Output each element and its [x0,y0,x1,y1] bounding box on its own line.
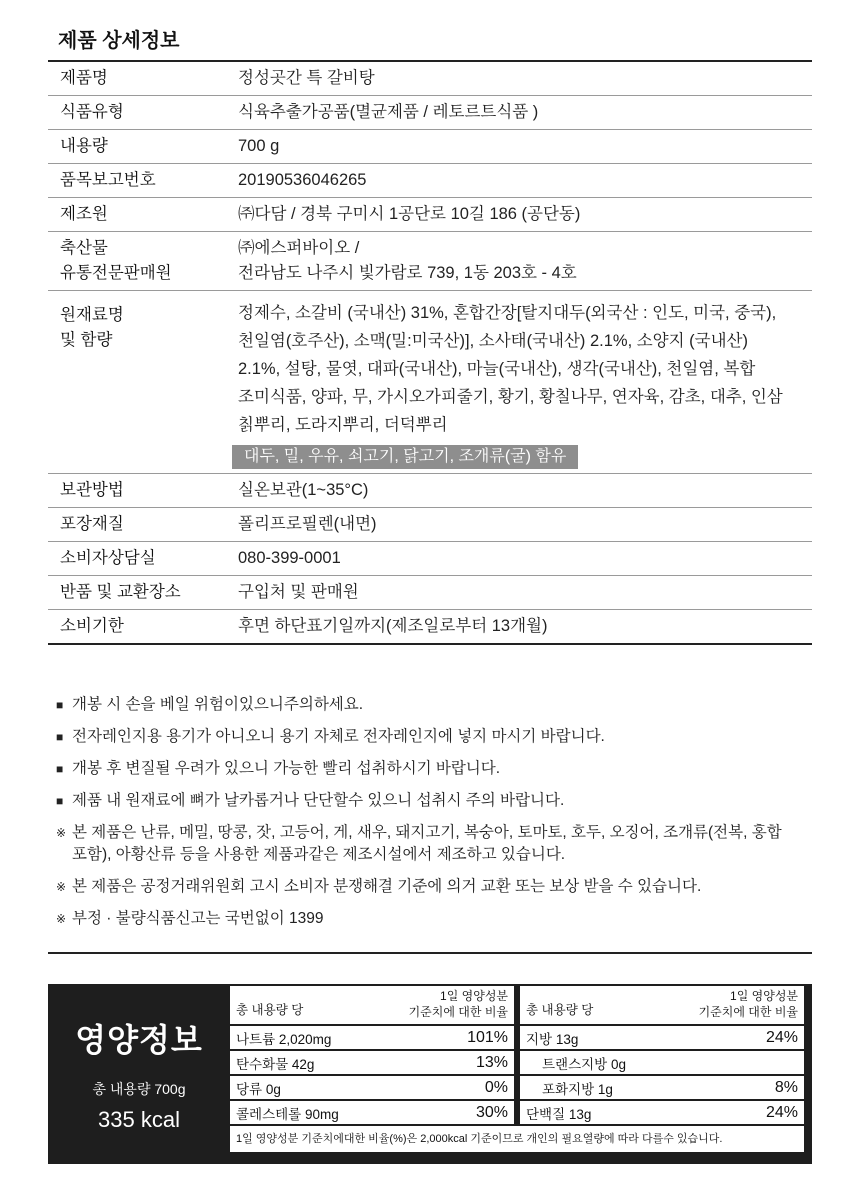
nutrient-row [230,1076,514,1099]
nutrient-row [230,1026,514,1049]
allergen-badge: 대두, 밀, 우유, 쇠고기, 닭고기, 조개류(굴) 함유 [232,445,578,469]
list-item [56,758,816,780]
nutrient-percent: 8% [774,1078,798,1096]
table-row-net-weight [48,130,812,164]
table-row-storage [48,474,812,508]
row-value: 식육추출가공품(멸균제품 / 레토르트식품 ) [238,103,539,121]
divider [48,952,812,954]
row-value: 실온보관(1~35°C) [238,481,369,499]
list-item [56,908,816,930]
ingredient-line: 2.1%, 설탕, 물엿, 대파(국내산), 마늘(국내산), 생각(국내산), 천일염, 복합 [238,360,756,378]
nutrition-summary [48,984,230,1164]
nutrient-name: 포화지방 1g [542,1081,613,1097]
row-value: 구입처 및 판매원 [238,583,359,601]
table-row-distributor [48,232,812,291]
note-text: 제품 내 원재료에 뼈가 날카롭거나 단단할수 있으니 섭취시 주의 바랍니다. [72,792,565,809]
note-text: 부정 · 불량식품신고는 국번없이 1399 [72,910,324,927]
table-row-expiry [48,610,812,645]
row-label: 포장재질 [60,515,124,533]
nutrient-row [520,1026,804,1049]
reference-mark-icon: ※ [56,880,67,894]
nutrient-name: 탄수화물 42g [236,1056,315,1072]
nutrient-percent: 13% [475,1053,508,1071]
list-item [56,876,816,898]
reference-mark-icon: ※ [56,912,67,926]
row-label: 소비자상담실 [60,549,156,567]
ingredient-line: 정제수, 소갈비 (국내산) 31%, 혼합간장[탈지대두(외국산 : 인도, 미국, 중국), [238,304,777,322]
nutrient-name: 콜레스테롤 90mg [236,1106,339,1122]
table-row-product-name [48,62,812,96]
row-label: 보관방법 [60,481,124,499]
row-label [48,291,224,473]
notes-list [56,694,816,940]
row-label [48,232,224,290]
list-item [56,726,816,748]
row-label-line: 축산물 [60,239,108,257]
table-row-food-type [48,96,812,130]
nutrient-name: 당류 0g [236,1081,281,1097]
row-value: 후면 하단표기일까지(제조일로부터 13개월) [238,617,548,635]
nutrient-percent: 101% [467,1028,508,1046]
ingredient-line: 칡뿌리, 도라지뿌리, 더덕뿌리 [238,416,448,434]
nutrient-row [520,1051,804,1074]
note-text: 본 제품은 난류, 메밀, 땅콩, 잣, 고등어, 게, 새우, 돼지고기, 복숭아, 토마토, 호두, 오징어, 조개류(전복, 홍합 포함), 아황산류 등을 사용한 제품과같은 제조시설에서 제조하고 있습니다. [72,824,782,863]
row-label-line: 유통전문판매원 [60,264,172,282]
nutrient-percent: 0% [484,1078,508,1096]
nutrient-percent: 24% [765,1028,798,1046]
nutrient-row [520,1101,804,1124]
nutrition-header-left [230,986,514,1024]
row-value [224,291,812,473]
nutrient-name: 단백질 13g [526,1106,592,1122]
header-ratio [699,988,798,1020]
nutrient-name: 나트륨 2,020mg [236,1031,332,1047]
header-ratio-line: 1일 영양성분 [440,989,508,1003]
list-item [56,822,816,866]
row-label: 품목보고번호 [60,171,156,189]
nutrient-percent: 24% [765,1103,798,1121]
square-bullet-icon: ■ [56,794,64,808]
table-row-return-place [48,576,812,610]
row-label: 반품 및 교환장소 [60,583,181,601]
row-value: 정성곳간 특 갈비탕 [238,69,375,87]
row-label: 소비기한 [60,617,124,635]
header-ratio-line: 1일 영양성분 [730,989,798,1003]
reference-mark-icon: ※ [56,826,67,840]
square-bullet-icon: ■ [56,698,64,712]
table-row-report-number [48,164,812,198]
list-item [56,790,816,812]
row-label-line: 및 함량 [60,331,113,349]
square-bullet-icon: ■ [56,730,64,744]
header-ratio-line: 기준치에 대한 비율 [408,1005,508,1019]
table-row-packaging [48,508,812,542]
header-ratio [409,988,508,1020]
table-row-consumer-center [48,542,812,576]
nutrition-facts-panel [48,984,812,1164]
note-text: 개봉 시 손을 베일 위험이있으니주의하세요. [72,696,364,713]
nutrition-table [230,984,812,1164]
calories: 335 kcal [98,1107,180,1132]
nutrition-header-right [520,986,804,1024]
row-label-line: 원재료명 [60,306,124,324]
product-info-table [48,60,812,645]
section-title: 제품 상세정보 [58,30,180,52]
row-value: ㈜다담 / 경북 구미시 1공단로 10길 186 (공단동) [238,205,581,223]
row-value: 080-399-0001 [238,549,341,567]
nutrient-row [230,1051,514,1074]
row-label: 식품유형 [60,103,124,121]
nutrient-row [230,1101,514,1124]
table-row-manufacturer [48,198,812,232]
nutrient-percent: 30% [475,1103,508,1121]
nutrient-name: 트랜스지방 0g [542,1056,626,1072]
note-text: 개봉 후 변질될 우려가 있으니 가능한 빨리 섭취하시기 바랍니다. [72,760,501,777]
row-value [224,232,812,290]
ingredient-line: 천일염(호주산), 소맥(밀:미국산)], 소사태(국내산) 2.1%, 소양지 (국내산) [238,332,748,350]
serving-size: 총 내용량 700g [92,1081,186,1097]
row-value-line: ㈜에스퍼바이오 / [238,239,360,257]
list-item [56,694,816,716]
header-name: 총 내용량 당 [236,1003,304,1017]
table-row-ingredients [48,291,812,474]
nutrient-row [520,1076,804,1099]
nutrient-name: 지방 13g [526,1031,579,1047]
nutrition-title: 영양정보 [75,1022,203,1058]
header-ratio-line: 기준치에 대한 비율 [698,1005,798,1019]
row-value: 폴리프로필렌(내면) [238,515,377,533]
ingredient-line: 조미식품, 양파, 무, 가시오가피줄기, 황기, 황칠나무, 연자육, 감초, 대추, 인삼 [238,388,783,406]
header-name: 총 내용량 당 [526,1003,594,1017]
row-value-line: 전라남도 나주시 빛가람로 739, 1동 203호 - 4호 [238,264,577,282]
row-value: 20190536046265 [238,171,367,189]
square-bullet-icon: ■ [56,762,64,776]
row-label: 제품명 [60,69,108,87]
row-label: 내용량 [60,137,108,155]
row-value: 700 g [238,137,280,155]
note-text: 전자레인지용 용기가 아니오니 용기 자체로 전자레인지에 넣지 마시기 바랍니다. [72,728,605,745]
nutrition-footnote: 1일 영양성분 기준치에대한 비율(%)은 2,000kcal 기준이므로 개인의 필요열량에 따라 다를수 있습니다. [230,1126,804,1152]
row-label: 제조원 [60,205,108,223]
note-text: 본 제품은 공정거래위원회 고시 소비자 분쟁해결 기준에 의거 교환 또는 보상 받을 수 있습니다. [72,878,702,895]
